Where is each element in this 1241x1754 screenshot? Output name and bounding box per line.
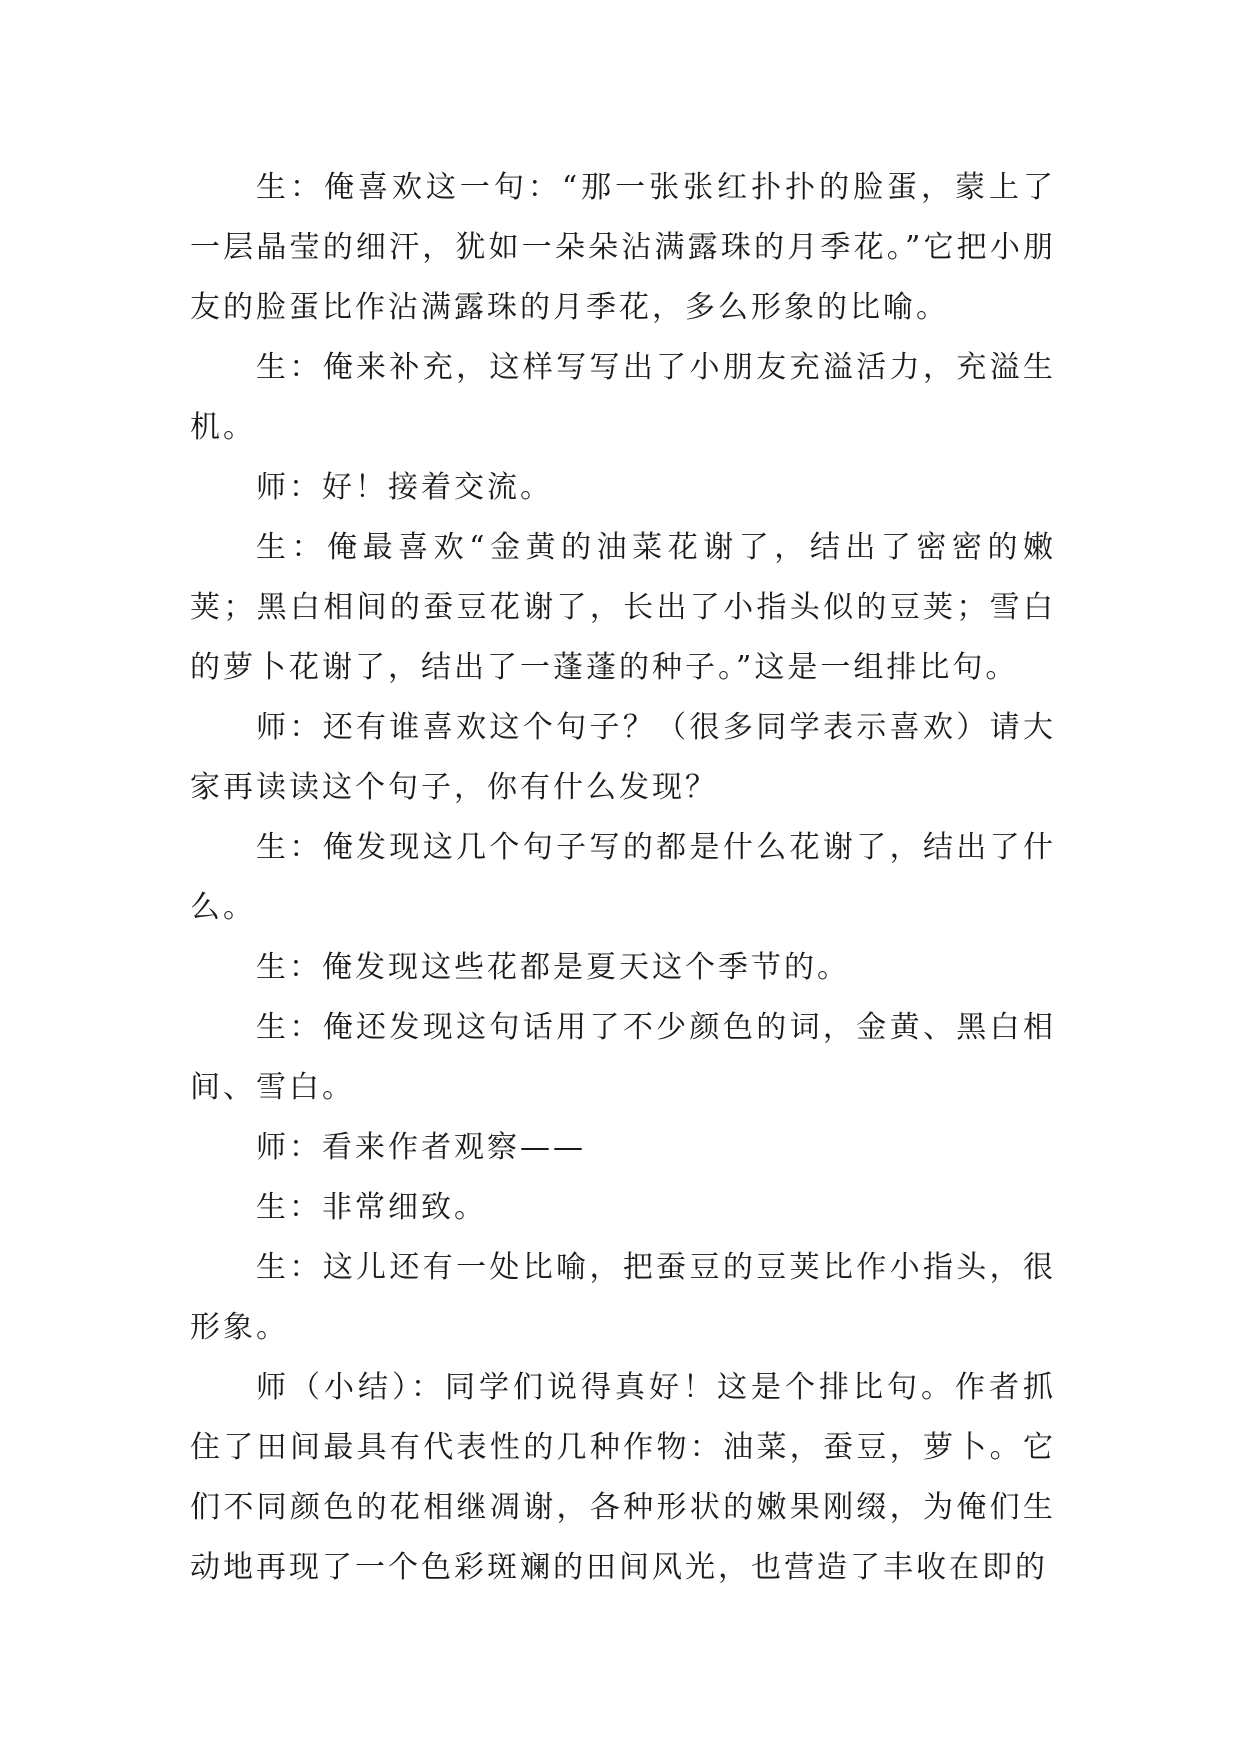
paragraph: 生：俺发现这些花都是夏天这个季节的。 — [256, 950, 850, 985]
paragraph: 师：好！接着交流。 — [256, 470, 553, 505]
paragraph: 师：看来作者观察—— — [256, 1130, 586, 1165]
paragraph: 生：俺最喜欢“金黄的油菜花谢了，结出了密密的嫩荚；黑白相间的蚕豆花谢了，长出了小指头似的豆荚；雪白的萝卜花谢了，结出了一蓬蓬的种子。”这是一组排比句。 — [190, 530, 1056, 685]
paragraph: 生：非常细致。 — [256, 1190, 487, 1225]
paragraph: 生：俺喜欢这一句：“那一张张红扑扑的脸蛋，蒙上了一层晶莹的细汗，犹如一朵朵沾满露珠的月季花。”它把小朋友的脸蛋比作沾满露珠的月季花，多么形象的比喻。 — [190, 170, 1056, 325]
paragraph: 师（小结）：同学们说得真好！这是个排比句。作者抓住了田间最具有代表性的几种作物：油菜，蚕豆，萝卜。它们不同颜色的花相继凋谢，各种形状的嫩果刚缀，为俺们生动地再现了一个色彩斑斓的田间风光，也营造了丰收在即的 — [190, 1370, 1056, 1585]
paragraph: 师：还有谁喜欢这个句子？（很多同学表示喜欢）请大家再读读这个句子，你有什么发现？ — [190, 710, 1056, 805]
paragraph: 生：俺还发现这句话用了不少颜色的词，金黄、黑白相间、雪白。 — [190, 1010, 1056, 1105]
document-page — [190, 158, 1056, 1598]
paragraph: 生：俺发现这几个句子写的都是什么花谢了，结出了什么。 — [190, 830, 1056, 925]
paragraph: 生：俺来补充，这样写写出了小朋友充溢活力，充溢生机。 — [190, 350, 1056, 445]
paragraph: 生：这儿还有一处比喻，把蚕豆的豆荚比作小指头，很形象。 — [190, 1250, 1056, 1345]
